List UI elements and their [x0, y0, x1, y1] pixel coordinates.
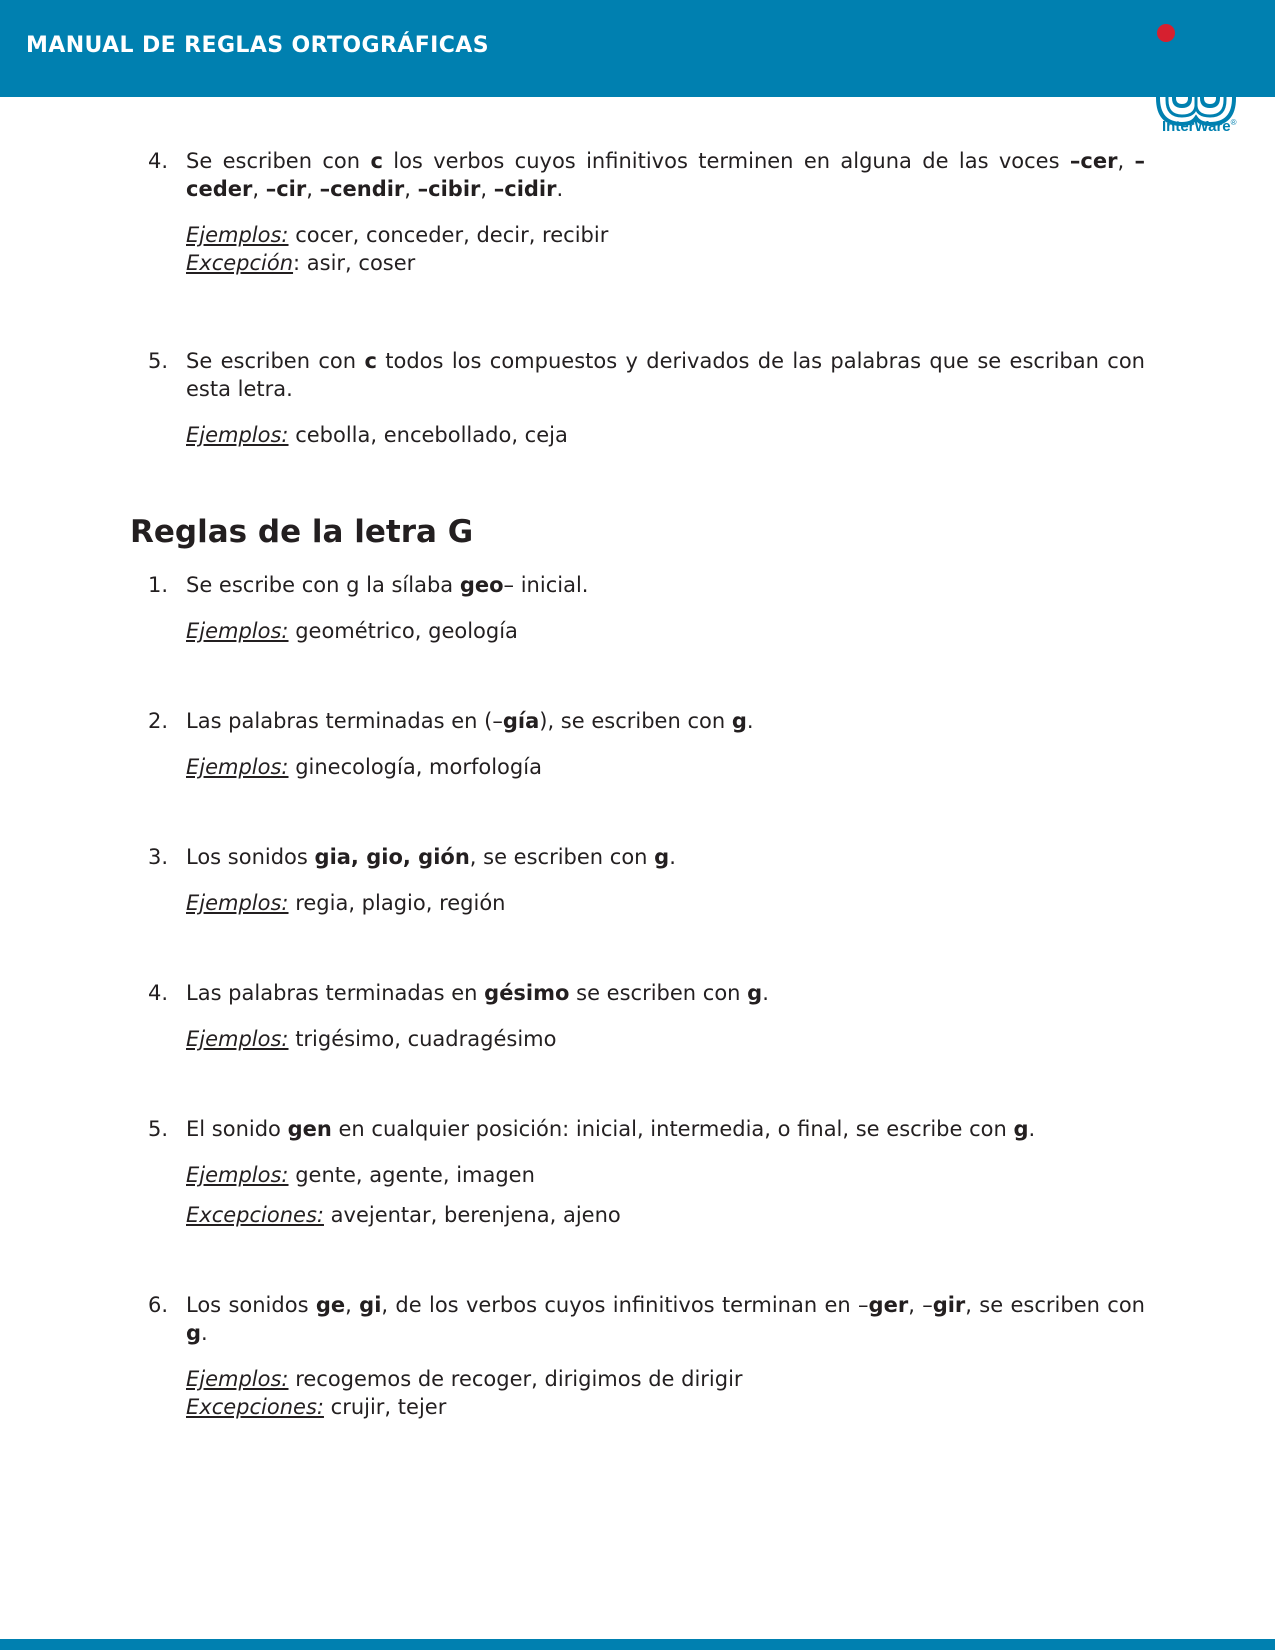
rule-g-2: [130, 707, 1145, 781]
examples-line: Ejemplos: cocer, conceder, decir, recibir: [186, 223, 609, 247]
rule-text: Se escriben con c todos los compuestos y derivados de las palabras que se escriban con esta letra.: [186, 349, 1145, 401]
exception-line: Excepciones: crujir, tejer: [186, 1395, 447, 1419]
rule-number: 2.: [148, 709, 169, 733]
exception-line: Excepción: asir, coser: [186, 251, 416, 275]
rule-g-5: [130, 1115, 1145, 1229]
logo-wordmark: InterWare®: [1162, 118, 1237, 135]
rule-text: Los sonidos ge, gi, de los verbos cuyos infinitivos terminan en –ger, –gir, se escriben con g.: [186, 1293, 1145, 1345]
rule-text: Las palabras terminadas en (–gía), se escriben con g.: [186, 709, 754, 733]
exception-line: Excepciones: avejentar, berenjena, ajeno: [186, 1203, 621, 1227]
examples-line: Ejemplos: ginecología, morfología: [186, 755, 542, 779]
section-title-g: Reglas de la letra G: [130, 514, 474, 550]
rule-g-6: [130, 1291, 1145, 1421]
rule-g-4: [130, 979, 1145, 1053]
examples-line: Ejemplos: geométrico, geología: [186, 619, 518, 643]
examples-line: Ejemplos: cebolla, encebollado, ceja: [186, 423, 568, 447]
rule-number: 1.: [148, 573, 169, 597]
examples-line: Ejemplos: regia, plagio, región: [186, 891, 506, 915]
rule-c-5: [130, 347, 1145, 449]
rule-number: 4.: [148, 149, 169, 173]
examples-line: Ejemplos: recogemos de recoger, dirigimos de dirigir: [186, 1367, 743, 1391]
footer-bar: [0, 1639, 1275, 1650]
rule-text: Los sonidos gia, gio, gión, se escriben con g.: [186, 845, 676, 869]
rule-text: El sonido gen en cualquier posición: inicial, intermedia, o final, se escribe con g.: [186, 1117, 1036, 1141]
rule-text: Las palabras terminadas en gésimo se escriben con g.: [186, 981, 769, 1005]
document-title: MANUAL DE REGLAS ORTOGRÁFICAS: [26, 33, 489, 58]
rule-g-3: [130, 843, 1145, 917]
rule-text: Se escribe con g la sílaba geo– inicial.: [186, 573, 589, 597]
rule-g-1: [130, 571, 1145, 645]
rule-number: 5.: [148, 1117, 169, 1141]
rule-number: 5.: [148, 349, 169, 373]
rule-number: 4.: [148, 981, 169, 1005]
rule-number: 6.: [148, 1293, 169, 1317]
examples-line: Ejemplos: gente, agente, imagen: [186, 1163, 535, 1187]
page-header: [0, 0, 1275, 97]
rule-text: Se escriben con c los verbos cuyos infinitivos terminen en alguna de las voces –cer, –ceder, –cir, –cendir, –cibir, –cidir.: [186, 149, 1145, 201]
examples-line: Ejemplos: trigésimo, cuadragésimo: [186, 1027, 557, 1051]
rule-c-4: [130, 147, 1145, 277]
rule-number: 3.: [148, 845, 169, 869]
